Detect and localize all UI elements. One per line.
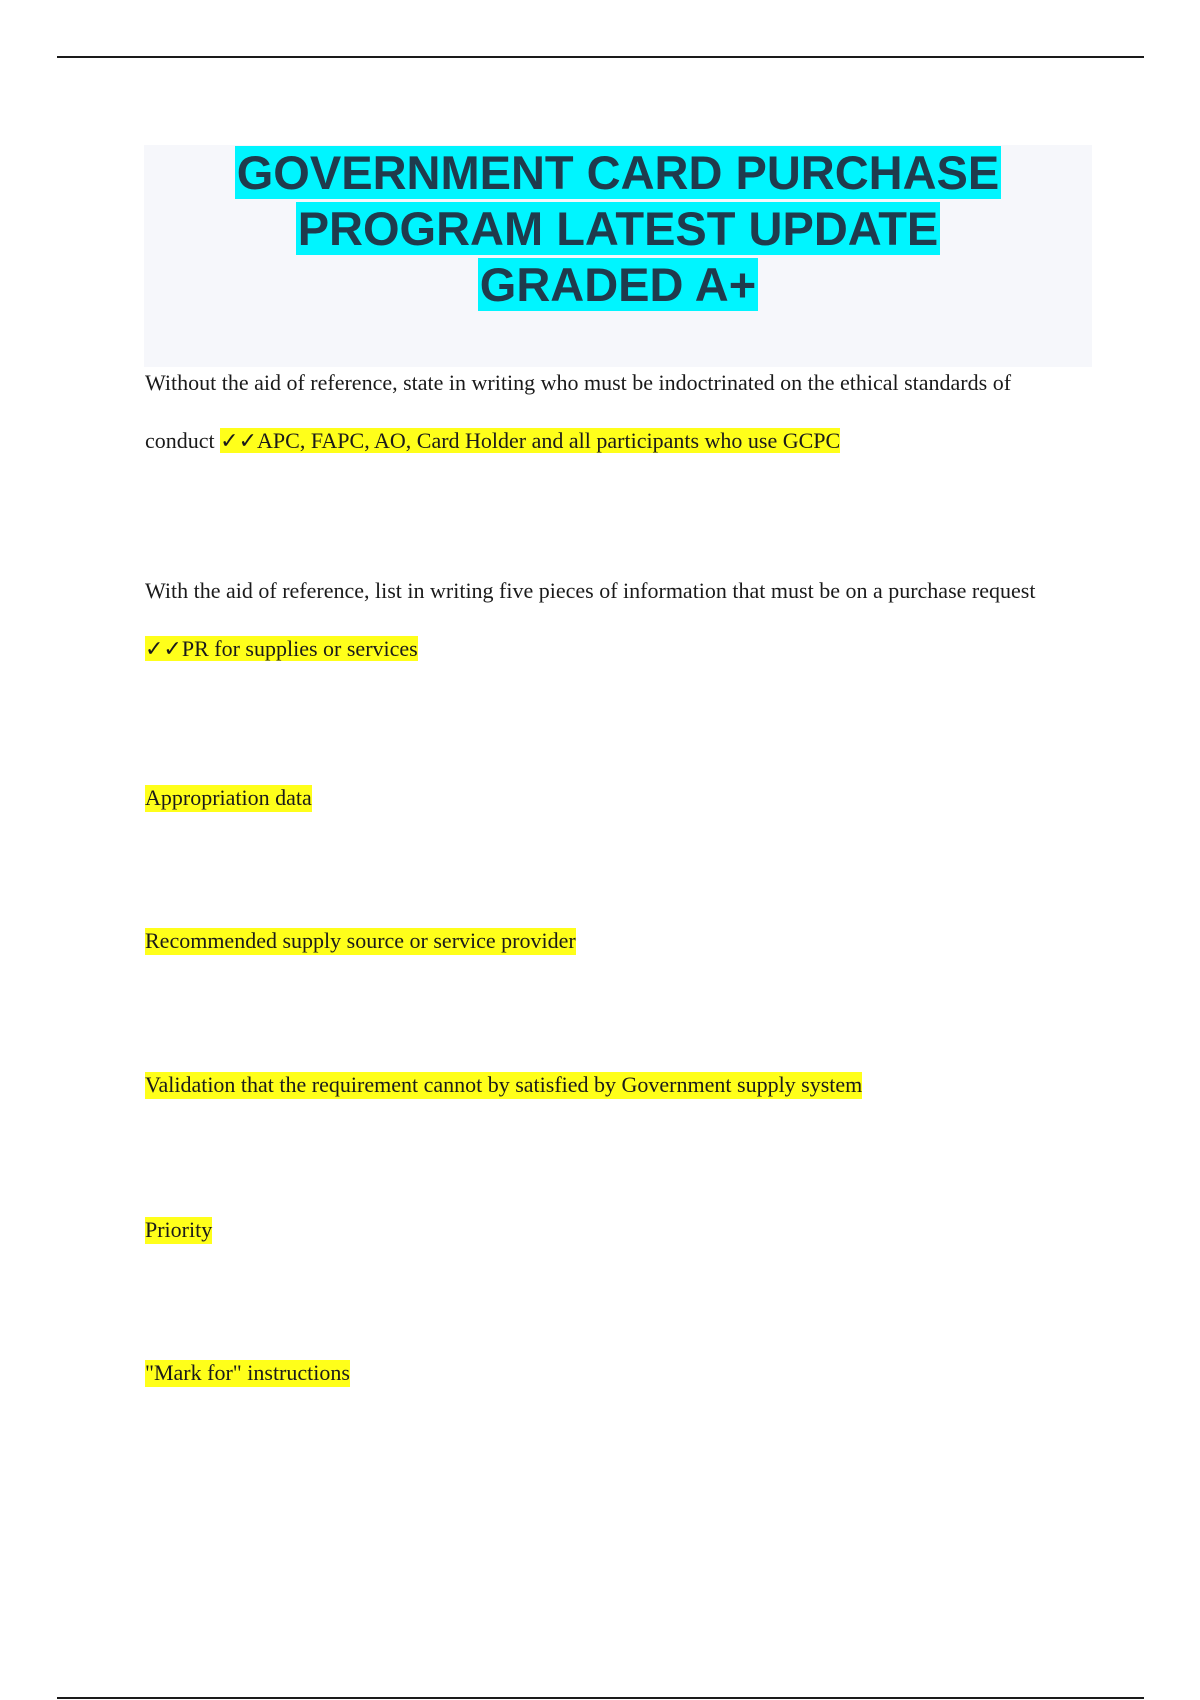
question-2-prompt: With the aid of reference, list in writing five pieces of information that must be on a purchase request bbox=[145, 578, 1036, 603]
answer-item bbox=[145, 784, 312, 812]
answer-item bbox=[145, 1359, 350, 1387]
title-line-2: PROGRAM LATEST UPDATE bbox=[297, 202, 939, 255]
question-1-prompt: Without the aid of reference, state in writing who must be indoctrinated on the ethical standards of conduct bbox=[145, 370, 1012, 453]
answer-item-text: "Mark for" instructions bbox=[145, 1360, 350, 1385]
question-2-answer: ✓✓PR for supplies or services bbox=[145, 636, 418, 661]
title-line-3: GRADED A+ bbox=[479, 258, 757, 311]
title-line-1: GOVERNMENT CARD PURCHASE bbox=[236, 146, 1000, 199]
answer-item bbox=[145, 927, 576, 955]
bottom-rule bbox=[57, 1697, 1144, 1699]
question-1-answer: ✓✓APC, FAPC, AO, Card Holder and all participants who use GCPC bbox=[220, 428, 841, 453]
answer-item bbox=[145, 1216, 212, 1244]
answer-item-text: Validation that the requirement cannot by satisfied by Government supply system bbox=[145, 1072, 863, 1097]
title-banner bbox=[144, 145, 1092, 367]
question-1 bbox=[145, 354, 1085, 470]
answer-item bbox=[145, 1071, 862, 1099]
answer-item-text: Recommended supply source or service provider bbox=[145, 928, 576, 953]
document-title bbox=[144, 145, 1092, 313]
answer-item-text: Priority bbox=[145, 1217, 213, 1242]
answer-item-text: Appropriation data bbox=[145, 785, 312, 810]
top-rule bbox=[57, 56, 1144, 58]
question-2 bbox=[145, 562, 1085, 678]
